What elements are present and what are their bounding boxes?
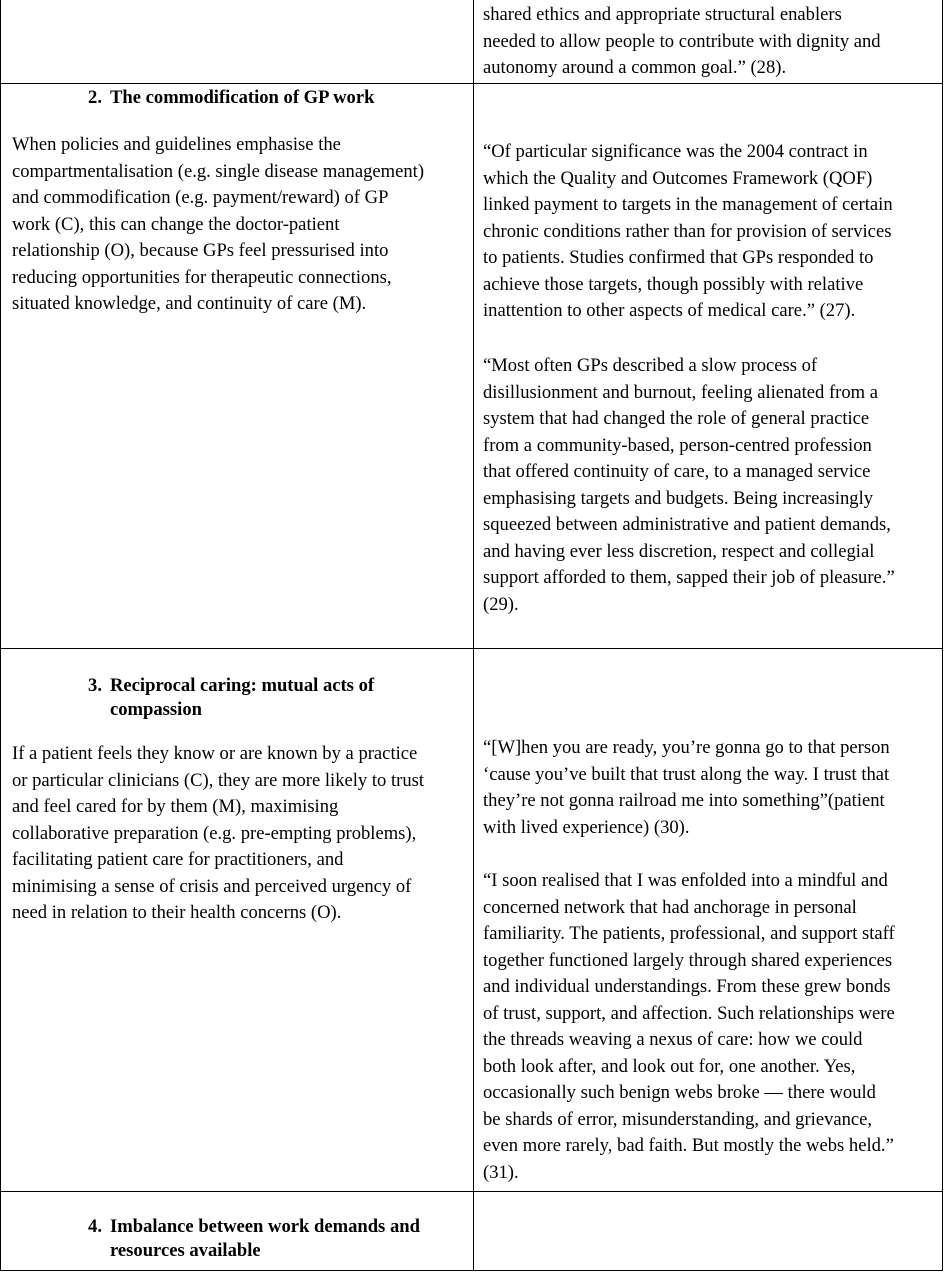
text-line: compartmentalisation (e.g. single disease management): [12, 160, 425, 182]
text-line: inattention to other aspects of medical care.” (27).: [483, 300, 856, 321]
text-line: and having ever less discretion, respect and collegial: [483, 540, 875, 562]
row-2-heading: [72, 86, 472, 110]
row-3-description: [12, 741, 470, 927]
text-line: achieve those targets, though possibly with relative: [483, 273, 864, 295]
row-4-heading-text: [110, 1215, 470, 1263]
text-line: familiarity. The patients, professional, and support staff: [483, 923, 895, 944]
text-line: even more rarely, bad faith. But mostly the webs held.”: [483, 1135, 894, 1156]
text-line: When policies and guidelines emphasise the: [12, 134, 341, 155]
text-line: both look after, and look out for, one another. Yes,: [483, 1055, 856, 1077]
text-line: occasionally such benign webs broke — there would: [483, 1082, 876, 1103]
row-divider-3: [0, 1191, 943, 1192]
row-3-quote-2: [483, 868, 935, 1186]
text-line: the threads weaving a nexus of care: how we could: [483, 1029, 863, 1050]
text-line: ‘cause you’ve built that trust along the way. I trust that: [483, 763, 890, 785]
text-line: they’re not gonna railroad me into something”(patient: [483, 790, 885, 811]
text-line: shared ethics and appropriate structural enablers: [483, 4, 842, 25]
text-line: situated knowledge, and continuity of care (M).: [12, 293, 367, 314]
text-line: autonomy around a common goal.” (28).: [483, 57, 787, 78]
row-2-number: 2.: [88, 87, 102, 108]
row-3-quote-1: [483, 735, 935, 841]
row-4-number: 4.: [88, 1216, 102, 1237]
row-4-heading: [72, 1215, 472, 1263]
text-line: of trust, support, and affection. Such relationships were: [483, 1002, 895, 1024]
text-line: “Of particular significance was the 2004 contract in: [483, 141, 868, 162]
text-line: be shards of error, misunderstanding, and grievance,: [483, 1108, 873, 1130]
text-line: (31).: [483, 1161, 519, 1183]
text-line: with lived experience) (30).: [483, 816, 690, 838]
row-3-heading: [72, 674, 472, 722]
row-divider-2: [0, 648, 943, 649]
text-line: and commodification (e.g. payment/reward) of GP: [12, 187, 389, 208]
row-2-heading-text: The commodification of GP work: [110, 87, 375, 108]
heading-line: Imbalance between work demands and: [110, 1216, 420, 1237]
text-line: support afforded to them, sapped their job of pleasure.”: [483, 567, 895, 588]
text-line: collaborative preparation (e.g. pre-empting problems),: [12, 822, 417, 844]
text-line: linked payment to targets in the management of certain: [483, 194, 893, 215]
table-border-middle: [473, 0, 474, 1271]
row-1-quote: [483, 2, 935, 82]
text-line: “[W]hen you are ready, you’re gonna go to that person: [483, 737, 890, 758]
row-2-quote-1: [483, 139, 935, 325]
text-line: (29).: [483, 593, 519, 615]
text-line: and feel cared for by them (M), maximising: [12, 796, 339, 817]
text-line: which the Quality and Outcomes Framework (QOF): [483, 167, 873, 189]
heading-line: compassion: [110, 699, 202, 720]
text-line: “Most often GPs described a slow process of: [483, 355, 818, 376]
text-line: concerned network that had anchorage in personal: [483, 896, 857, 918]
text-line: work (C), this can change the doctor-patient: [12, 213, 340, 235]
text-line: and individual understandings. From these grew bonds: [483, 976, 891, 997]
text-line: that offered continuity of care, to a managed service: [483, 461, 871, 482]
text-line: to patients. Studies confirmed that GPs responded to: [483, 247, 874, 268]
row-2-quote-2: [483, 353, 935, 618]
table-border-bottom: [0, 1270, 943, 1271]
table-border-right: [942, 0, 943, 1271]
text-line: emphasising targets and budgets. Being increasingly: [483, 487, 874, 509]
text-line: “I soon realised that I was enfolded into a mindful and: [483, 870, 888, 891]
text-line: reducing opportunities for therapeutic connections,: [12, 266, 392, 288]
row-2-description: [12, 132, 470, 318]
row-3-number: 3.: [88, 675, 102, 696]
text-line: chronic conditions rather than for provision of services: [483, 220, 892, 242]
text-line: minimising a sense of crisis and perceived urgency of: [12, 875, 412, 897]
text-line: together functioned largely through shared experiences: [483, 949, 893, 971]
text-line: facilitating patient care for practitioners, and: [12, 849, 344, 870]
text-line: system that had changed the role of general practice: [483, 408, 870, 429]
text-line: needed to allow people to contribute with dignity and: [483, 30, 881, 52]
text-line: or particular clinicians (C), they are more likely to trust: [12, 769, 425, 791]
table-border-left: [0, 0, 1, 1271]
text-line: squeezed between administrative and patient demands,: [483, 514, 891, 535]
text-line: need in relation to their health concerns (O).: [12, 902, 342, 923]
heading-line: Reciprocal caring: mutual acts of: [110, 675, 375, 696]
text-line: disillusionment and burnout, feeling alienated from a: [483, 381, 879, 403]
heading-line: resources available: [110, 1240, 261, 1261]
text-line: relationship (O), because GPs feel pressurised into: [12, 240, 389, 261]
text-line: If a patient feels they know or are known by a practice: [12, 743, 418, 764]
row-divider-1: [0, 83, 943, 84]
text-line: from a community-based, person-centred profession: [483, 434, 872, 456]
row-3-heading-text: [110, 674, 470, 722]
